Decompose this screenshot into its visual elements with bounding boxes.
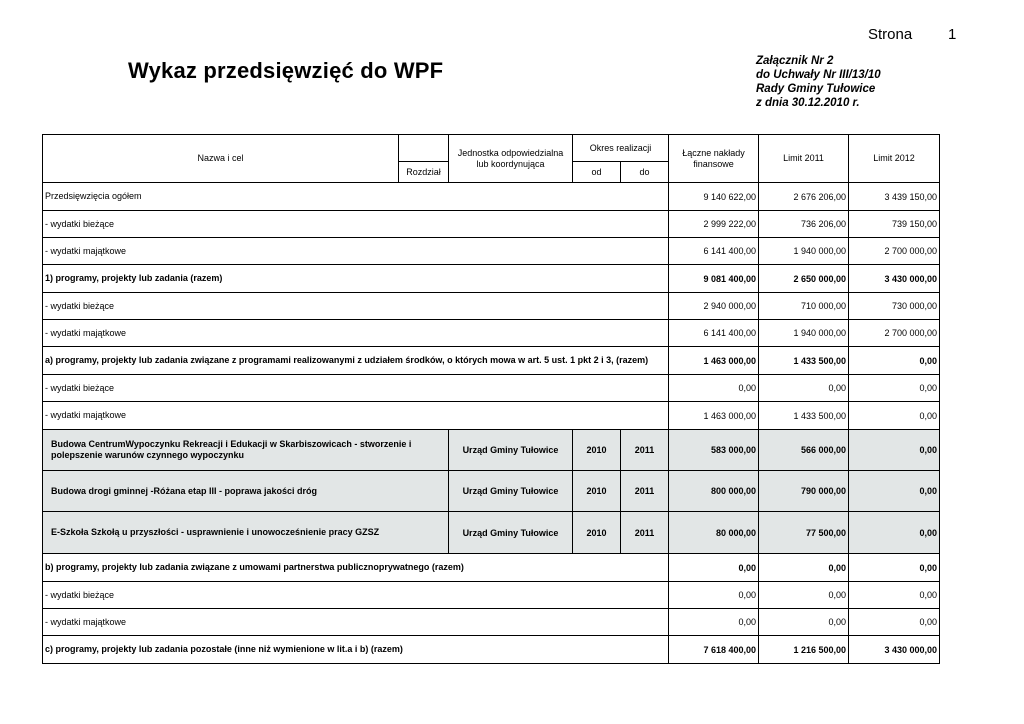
row-limit-2012: 2 700 000,00 (849, 320, 940, 347)
row-limit-2011: 0,00 (759, 582, 849, 609)
row-limit-2011: 736 206,00 (759, 211, 849, 238)
table-row (43, 609, 940, 636)
row-limit-2011: 1 216 500,00 (759, 636, 849, 664)
row-label: - wydatki bieżące (43, 582, 669, 609)
row-total: 1 463 000,00 (669, 347, 759, 375)
task-limit-2011: 566 000,00 (759, 430, 849, 471)
task-limit-2012: 0,00 (849, 430, 940, 471)
page-label: Strona (868, 26, 913, 43)
table-row (43, 183, 940, 211)
row-total: 6 141 400,00 (669, 238, 759, 265)
task-total: 80 000,00 (669, 512, 759, 554)
row-total: 9 140 622,00 (669, 183, 759, 211)
row-limit-2012: 3 430 000,00 (849, 636, 940, 664)
row-total: 0,00 (669, 609, 759, 636)
row-label: 1) programy, projekty lub zadania (razem) (43, 265, 669, 293)
row-limit-2011: 710 000,00 (759, 293, 849, 320)
row-limit-2011: 0,00 (759, 375, 849, 402)
annex-line-3: Rady Gminy Tułowice (756, 83, 876, 95)
row-total: 2 940 000,00 (669, 293, 759, 320)
row-limit-2012: 0,00 (849, 402, 940, 430)
row-total: 2 999 222,00 (669, 211, 759, 238)
row-limit-2011: 0,00 (759, 554, 849, 582)
task-row (43, 471, 940, 512)
row-label: c) programy, projekty lub zadania pozostałe (inne niż wymienione w lit.a i b) (razem) (43, 636, 669, 664)
task-unit: Urząd Gminy Tułowice (449, 512, 573, 554)
header-name (43, 135, 399, 183)
row-limit-2011: 1 433 500,00 (759, 402, 849, 430)
table-row (43, 375, 940, 402)
task-unit: Urząd Gminy Tułowice (449, 471, 573, 512)
task-row (43, 512, 940, 554)
task-limit-2011: 790 000,00 (759, 471, 849, 512)
row-total: 6 141 400,00 (669, 320, 759, 347)
header-limit-2011: Limit 2011 (759, 135, 849, 183)
row-total: 1 463 000,00 (669, 402, 759, 430)
header-name-label: Nazwa i cel (197, 153, 244, 163)
row-label: - wydatki majątkowe (43, 238, 669, 265)
task-unit: Urząd Gminy Tułowice (449, 430, 573, 471)
header-to: do (621, 162, 669, 183)
row-limit-2012: 2 700 000,00 (849, 238, 940, 265)
row-limit-2011: 0,00 (759, 609, 849, 636)
header-from: od (573, 162, 621, 183)
table-row (43, 636, 940, 664)
row-label: - wydatki bieżące (43, 211, 669, 238)
header-unit: Jednostka odpowiedzialna lub koordynująca (449, 135, 573, 183)
table-row (43, 211, 940, 238)
table-row (43, 320, 940, 347)
header-section: Rozdział (399, 162, 449, 183)
row-total: 0,00 (669, 375, 759, 402)
row-limit-2011: 2 650 000,00 (759, 265, 849, 293)
task-to: 2011 (621, 430, 669, 471)
row-limit-2012: 730 000,00 (849, 293, 940, 320)
annex-block (756, 54, 881, 110)
row-limit-2011: 1 433 500,00 (759, 347, 849, 375)
row-limit-2012: 739 150,00 (849, 211, 940, 238)
header-total: Łączne nakłady finansowe (669, 135, 759, 183)
row-total: 0,00 (669, 554, 759, 582)
row-label: - wydatki majątkowe (43, 609, 669, 636)
row-limit-2011: 2 676 206,00 (759, 183, 849, 211)
annex-line-1: Załącznik Nr 2 (756, 55, 834, 67)
row-limit-2012: 0,00 (849, 347, 940, 375)
row-label: - wydatki bieżące (43, 375, 669, 402)
table-row (43, 554, 940, 582)
header-period: Okres realizacji (573, 135, 669, 162)
annex-line-2: do Uchwały Nr III/13/10 (756, 69, 881, 81)
row-limit-2012: 0,00 (849, 554, 940, 582)
header-limit-2012: Limit 2012 (849, 135, 940, 183)
page-number: 1 (948, 26, 957, 43)
task-name: Budowa drogi gminnej -Różana etap III - poprawa jakości dróg (43, 471, 449, 512)
row-limit-2012: 0,00 (849, 609, 940, 636)
row-limit-2011: 1 940 000,00 (759, 320, 849, 347)
row-limit-2012: 3 430 000,00 (849, 265, 940, 293)
annex-line-4: z dnia 30.12.2010 r. (756, 97, 860, 109)
task-name: Budowa CentrumWypoczynku Rekreacji i Edukacji w Skarbiszowicach - stworzenie i polepszenie warunów czynnego wypoczynku (43, 430, 449, 471)
table-row (43, 582, 940, 609)
row-label: a) programy, projekty lub zadania związane z programami realizowanymi z udziałem środków, o których mowa w art. 5 ust. 1 pkt 2 i 3, (razem) (43, 347, 669, 375)
task-limit-2012: 0,00 (849, 471, 940, 512)
table-row (43, 347, 940, 375)
task-to: 2011 (621, 512, 669, 554)
row-limit-2011: 1 940 000,00 (759, 238, 849, 265)
task-total: 800 000,00 (669, 471, 759, 512)
row-total: 7 618 400,00 (669, 636, 759, 664)
task-row (43, 430, 940, 471)
task-from: 2010 (573, 430, 621, 471)
table-row (43, 402, 940, 430)
row-label: Przedsięwzięcia ogółem (43, 183, 669, 211)
table-row (43, 238, 940, 265)
task-from: 2010 (573, 512, 621, 554)
projects-table (42, 134, 940, 664)
document-title: Wykaz przedsięwzięć do WPF (128, 58, 444, 83)
task-name: E-Szkoła Szkołą u przyszłości - usprawnienie i unowocześnienie pracy GZSZ (43, 512, 449, 554)
row-total: 0,00 (669, 582, 759, 609)
task-to: 2011 (621, 471, 669, 512)
task-limit-2011: 77 500,00 (759, 512, 849, 554)
task-from: 2010 (573, 471, 621, 512)
table-row (43, 265, 940, 293)
row-label: - wydatki majątkowe (43, 320, 669, 347)
row-total: 9 081 400,00 (669, 265, 759, 293)
row-limit-2012: 3 439 150,00 (849, 183, 940, 211)
task-total: 583 000,00 (669, 430, 759, 471)
row-label: b) programy, projekty lub zadania związane z umowami partnerstwa publicznoprywatnego (razem) (43, 554, 669, 582)
task-limit-2012: 0,00 (849, 512, 940, 554)
table-row (43, 293, 940, 320)
row-label: - wydatki majątkowe (43, 402, 669, 430)
row-limit-2012: 0,00 (849, 582, 940, 609)
row-limit-2012: 0,00 (849, 375, 940, 402)
row-label: - wydatki bieżące (43, 293, 669, 320)
